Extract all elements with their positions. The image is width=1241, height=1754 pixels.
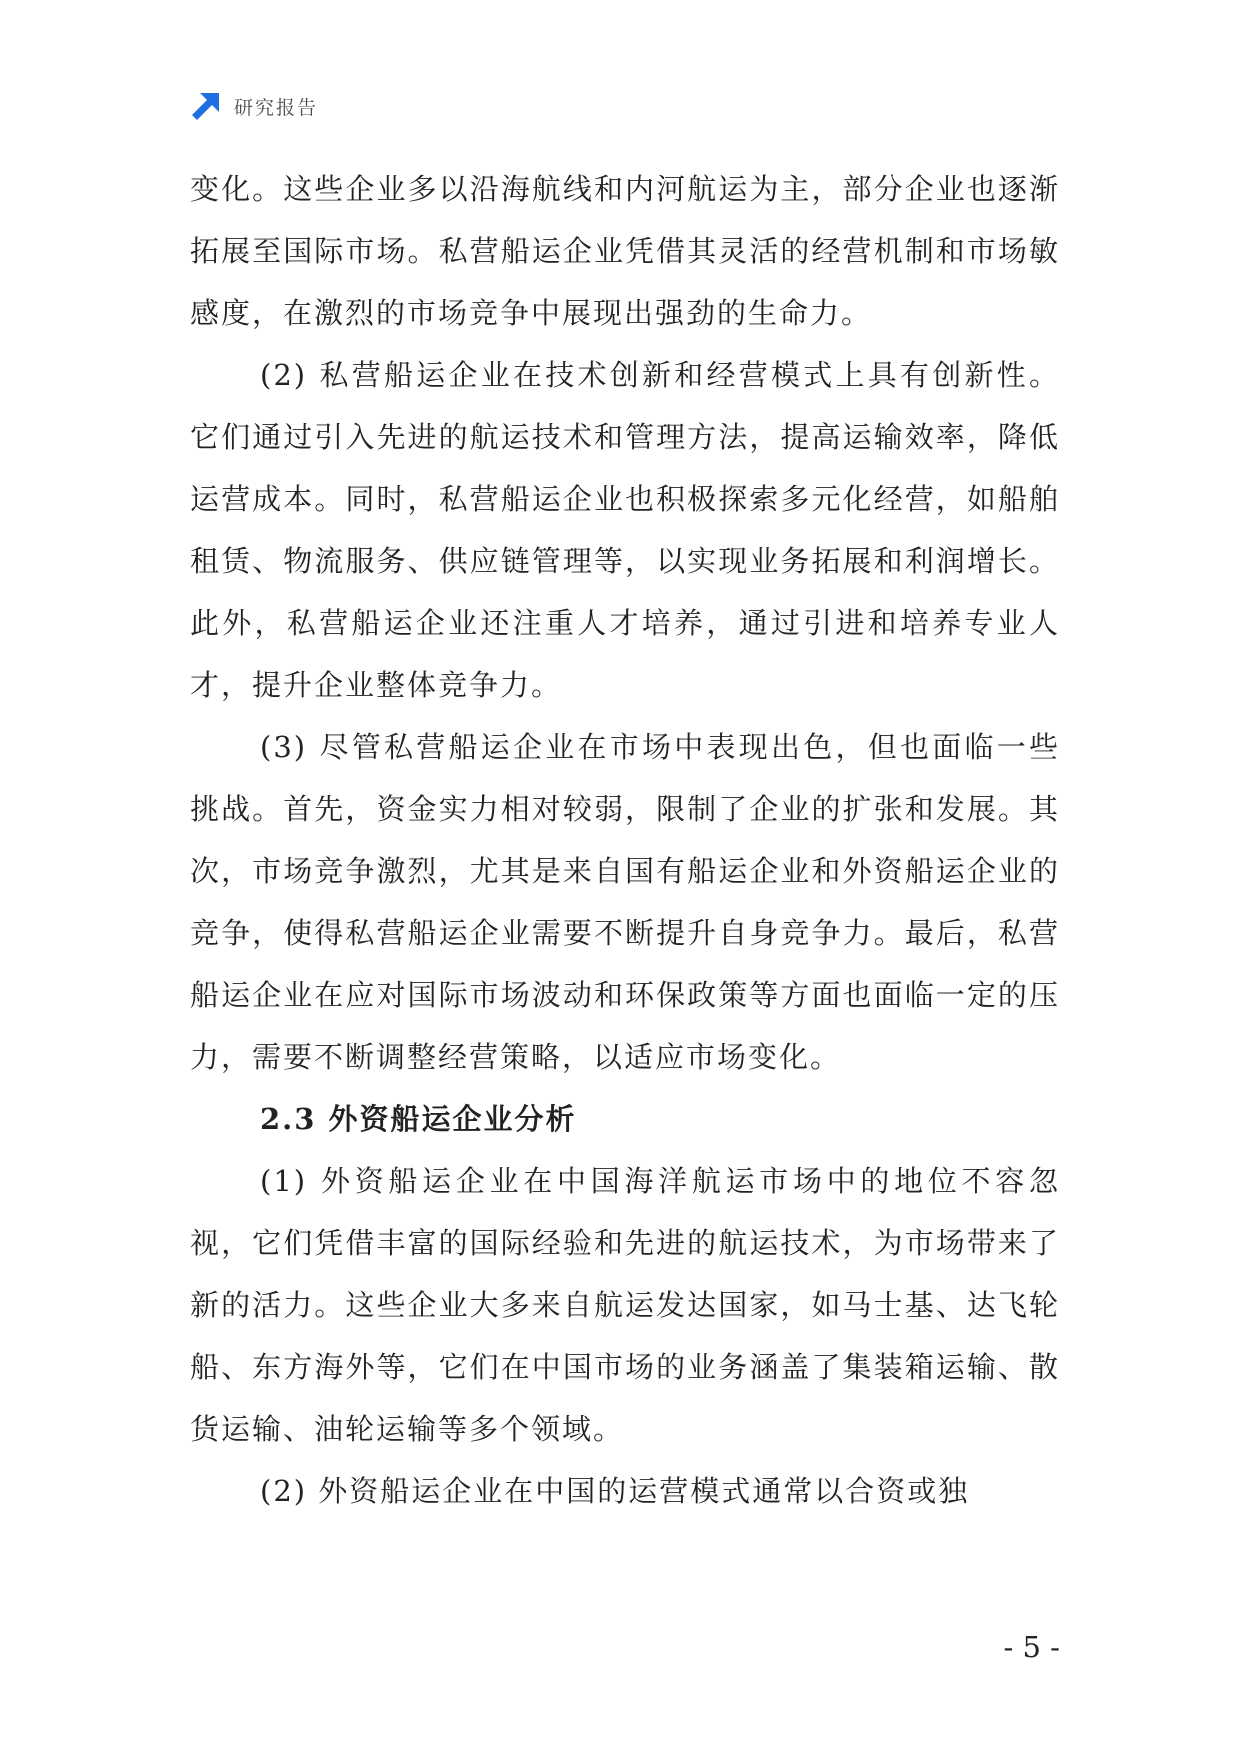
document-body bbox=[190, 158, 1060, 1522]
page-number: - 5 - bbox=[1003, 1630, 1060, 1664]
paragraph-point-3: (3) 尽管私营船运企业在市场中表现出色，但也面临一些挑战。首先，资金实力相对较弱，限制了企业的扩张和发展。其次，市场竞争激烈，尤其是来自国有船运企业和外资船运企业的竞争，使得私营船运企业需要不断提升自身竞争力。最后，私营船运企业在应对国际市场波动和环保政策等方面也面临一定的压力，需要不断调整经营策略，以适应市场变化。 bbox=[190, 730, 1060, 1074]
section-paragraph-2: (2) 外资船运企业在中国的运营模式通常以合资或独 bbox=[260, 1474, 970, 1508]
arrow-up-right-icon bbox=[190, 90, 222, 122]
paragraph-point-2: (2) 私营船运企业在技术创新和经营模式上具有创新性。它们通过引入先进的航运技术和管理方法，提高运输效率，降低运营成本。同时，私营船运企业也积极探索多元化经营，如船舶租赁、物流服务、供应链管理等，以实现业务拓展和利润增长。此外，私营船运企业还注重人才培养，通过引进和培养专业人才，提升企业整体竞争力。 bbox=[190, 358, 1060, 702]
section-heading: 2.3 外资船运企业分析 bbox=[260, 1102, 577, 1136]
section-paragraph-1: (1) 外资船运企业在中国海洋航运市场中的地位不容忽视，它们凭借丰富的国际经验和先进的航运技术，为市场带来了新的活力。这些企业大多来自航运发达国家，如马士基、达飞轮船、东方海外等，它们在中国市场的业务涵盖了集装箱运输、散货运输、油轮运输等多个领域。 bbox=[190, 1164, 1060, 1446]
paragraph-continuation: 变化。这些企业多以沿海航线和内河航运为主，部分企业也逐渐拓展至国际市场。私营船运企业凭借其灵活的经营机制和市场敏感度，在激烈的市场竞争中展现出强劲的生命力。 bbox=[190, 172, 1060, 330]
header-label: 研究报告 bbox=[234, 96, 319, 119]
report-header bbox=[190, 88, 318, 124]
